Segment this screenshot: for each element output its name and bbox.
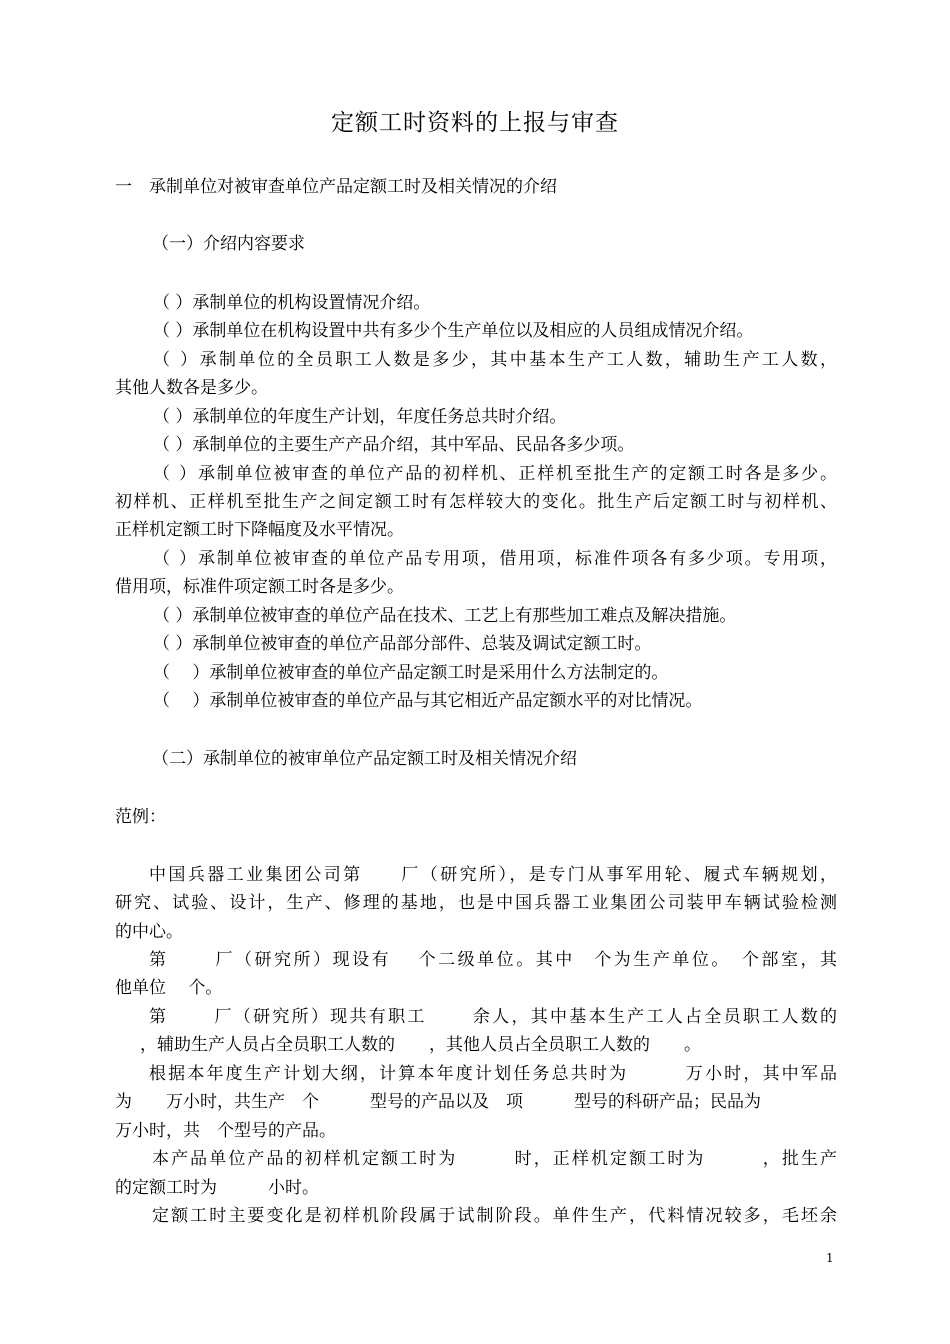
- requirement-continuation: 其他人数各是多少。: [115, 378, 268, 398]
- example-line: 研究、试验、设计，生产、修理的基地，也是中国兵器工业集团公司装甲车辆试验检测: [115, 893, 837, 913]
- requirement-item: （ ）承制单位的主要生产产品介绍，其中军品、民品各多少项。: [153, 435, 635, 455]
- example-line: 本产品单位产品的初样机定额工时为 时，正样机定额工时为 ，批生产: [152, 1149, 837, 1169]
- example-line: ，辅助生产人员占全员职工人数的 ，其他人员占全员职工人数的 。: [140, 1035, 701, 1055]
- requirement-item: （ ）承制单位的年度生产计划，年度任务总共时介绍。: [153, 407, 567, 427]
- requirement-item: （ ）承制单位被审查的单位产品的初样机、正样机至批生产的定额工时各是多少。: [153, 464, 837, 484]
- requirement-item: （ ）承制单位被审查的单位产品与其它相近产品定额水平的对比情况。: [153, 691, 703, 711]
- example-label: 范例：: [115, 807, 166, 827]
- requirement-item: （ ）承制单位被审查的单位产品在技术、工艺上有那些加工难点及解决措施。: [153, 606, 737, 626]
- page-number: 1: [826, 1251, 834, 1265]
- example-line: 第 厂（研究所）现设有 个二级单位。其中 个为生产单位。 个部室，其: [149, 950, 837, 970]
- example-line: 定额工时主要变化是初样机阶段属于试制阶段。单件生产，代料情况较多，毛坯余: [152, 1206, 837, 1226]
- example-line: 为 万小时，共生产 个 型号的产品以及 项 型号的科研产品；民品为: [115, 1092, 761, 1112]
- requirement-item: （ ）承制单位被审查的单位产品定额工时是采用什么方法制定的。: [153, 663, 669, 683]
- example-line: 根据本年度生产计划大纲，计算本年度计划任务总共时为 万小时，其中军品: [149, 1064, 837, 1084]
- example-line: 第 厂（研究所）现共有职工 余人，其中基本生产工人占全员职工人数的: [149, 1007, 837, 1027]
- example-line: 的中心。: [115, 922, 183, 942]
- example-line: 他单位 个。: [115, 978, 223, 998]
- requirement-item: （ ）承制单位被审查的单位产品部分部件、总装及调试定额工时。: [153, 634, 652, 654]
- subsection-heading: （一）介绍内容要求: [152, 234, 305, 254]
- section-heading: 一 承制单位对被审查单位产品定额工时及相关情况的介绍: [115, 177, 557, 197]
- example-line: 万小时，共 个型号的产品。: [115, 1121, 336, 1141]
- example-line: 的定额工时为 小时。: [115, 1178, 319, 1198]
- requirement-item: （ ）承制单位的全员职工人数是多少，其中基本生产工人数，辅助生产工人数，: [153, 350, 837, 370]
- requirement-item: （ ）承制单位的机构设置情况介绍。: [153, 293, 431, 313]
- requirement-continuation: 初样机、正样机至批生产之间定额工时有怎样较大的变化。批生产后定额工时与初样机、: [115, 492, 837, 512]
- document-title: 定额工时资料的上报与审查: [331, 110, 619, 136]
- subsection-heading: （二）承制单位的被审单位产品定额工时及相关情况介绍: [152, 749, 577, 769]
- requirement-item: （ ）承制单位在机构设置中共有多少个生产单位以及相应的人员组成情况介绍。: [153, 321, 754, 341]
- requirement-item: （ ）承制单位被审查的单位产品专用项，借用项，标准件项各有多少项。专用项，: [153, 549, 837, 569]
- requirement-continuation: 正样机定额工时下降幅度及水平情况。: [115, 520, 404, 540]
- example-line: 中国兵器工业集团公司第 厂（研究所），是专门从事军用轮、履式车辆规划，: [149, 865, 837, 885]
- requirement-continuation: 借用项，标准件项定额工时各是多少。: [115, 577, 404, 597]
